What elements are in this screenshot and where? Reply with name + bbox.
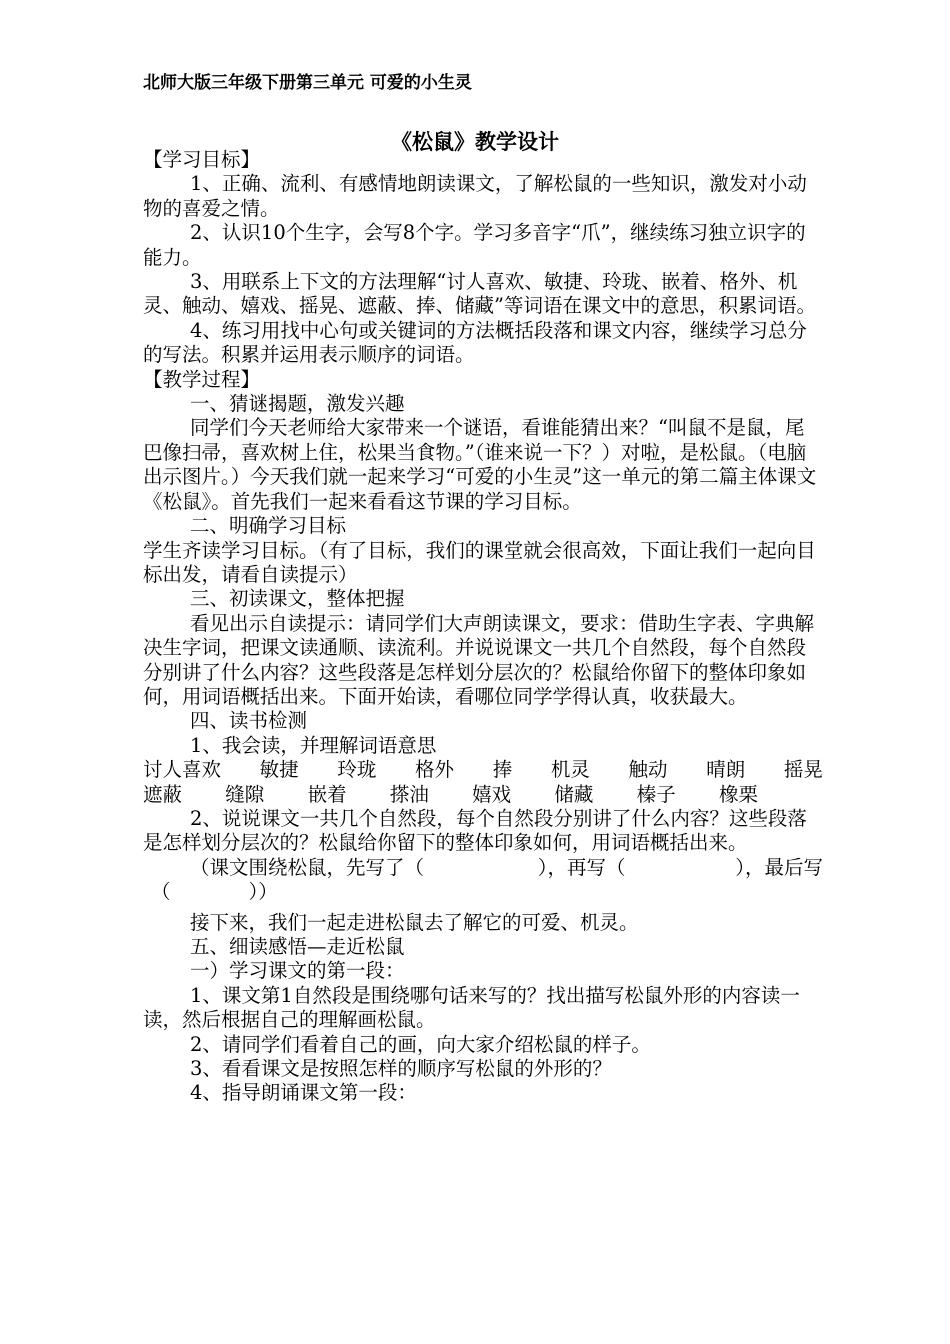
fill-in-line	[143, 880, 823, 904]
document-title: 《松鼠》教学设计	[391, 130, 559, 154]
vocab-word: 摇晃	[783, 758, 823, 782]
vocab-word: 捧	[492, 758, 513, 782]
vocab-word: 橡栗	[718, 782, 758, 806]
vocab-word: 搽油	[389, 782, 429, 806]
vocab-word: 储藏	[554, 782, 594, 806]
step-item: 2、说说课文一共几个自然段，每个自然段分别讲了什么内容？这些段落是怎样划分层次的？松鼠给你留下的整体印象如何，用词语概括出来。	[143, 806, 807, 855]
vocab-word: 嵌着	[307, 782, 347, 806]
fill-in-line	[143, 856, 823, 880]
step-title: 一、猜谜揭题，激发兴趣	[190, 392, 405, 416]
document-header: 北师大版三年级下册第三单元 可爱的小生灵	[143, 73, 472, 93]
fill-blank	[424, 856, 491, 880]
vocab-word: 格外	[415, 758, 455, 782]
vocab-word: 敏捷	[259, 758, 299, 782]
vocab-word: 触动	[628, 758, 668, 782]
step-subtitle: 一）学习课文的第一段：	[190, 959, 405, 983]
transition-text: 接下来，我们一起走进松鼠去了解它的可爱、机灵。	[190, 910, 639, 934]
step-text: 学生齐读学习目标。（有了目标，我们的课堂就会很高效，下面让我们一起向目标出发，请看自读提示）	[143, 538, 816, 586]
fill-text: ））	[248, 880, 278, 904]
vocab-word: 榛子	[636, 782, 676, 806]
step-item: 2、请同学们看着自己的画，向大家介绍松鼠的样子。	[190, 1032, 651, 1056]
step-title: 三、初读课文，整体把握	[190, 587, 405, 611]
vocab-word: 玲珑	[337, 758, 377, 782]
vocab-word: 机灵	[550, 758, 590, 782]
fill-blank	[626, 856, 689, 880]
vocab-row	[143, 783, 758, 807]
fill-text: （课文围绕松鼠，先写了（	[190, 855, 425, 879]
step-title: 四、读书检测	[190, 709, 308, 733]
vocab-word: 晴朗	[706, 758, 746, 782]
step-item: 1、我会读，并理解词语意思	[190, 733, 437, 757]
step-title: 五、细读感悟—走近松鼠	[190, 935, 405, 958]
goal-item: 1、正确、流利、有感情地朗读课文，了解松鼠的一些知识，激发对小动物的喜爱之情。	[143, 172, 807, 220]
fill-text: ），再写（	[537, 855, 626, 879]
vocab-word: 嬉戏	[472, 782, 512, 806]
goal-item: 3、用联系上下文的方法理解“讨人喜欢、敏捷、玲珑、嵌着、格外、机灵、触动、嬉戏、摇晃、遮蔽、捧、储藏”等词语在课文中的意思，积累词语。	[143, 270, 816, 318]
goal-item: 2、认识10个生字，会写8个字。学习多音字“爪”，继续练习独立识字的能力。	[143, 221, 806, 269]
step-title: 二、明确学习目标	[190, 514, 347, 538]
step-text: 同学们今天老师给大家带来一个谜语，看谁能猜出来？“叫鼠不是鼠，尾巴像扫帚，喜欢树上住，松果当食物。”（谁来说一下？）对啦，是松鼠。（电脑出示图片。）今天我们就一起来学习“可爱的小生灵”这一单元的第二篇主体课文《松鼠》。首先我们一起来看看这节课的学习目标。	[143, 416, 817, 513]
step-text: 看见出示自读提示：请同学们大声朗读课文，要求：借助生字表、字典解决生字词，把课文读通顺、读流利。并说说课文一共几个自然段，每个自然段分别讲了什么内容？这些段落是怎样划分层次的？松鼠给你留下的整体印象如何，用词语概括出来。下面开始读，看哪位同学学得认真，收获最大。	[143, 611, 815, 708]
document-body	[143, 148, 823, 1106]
vocab-word: 讨人喜欢	[143, 758, 222, 782]
vocab-word: 遮蔽	[143, 782, 183, 806]
fill-text: （	[151, 880, 171, 904]
goal-item: 4、练习用找中心句或关键词的方法概括段落和课文内容，继续学习总分的写法。积累并运用表示顺序的词语。	[143, 318, 807, 367]
step-item: 3、看看课文是按照怎样的顺序写松鼠的外形的？	[190, 1057, 612, 1081]
process-heading: 【教学过程】	[143, 367, 261, 391]
vocab-row	[143, 758, 823, 782]
goals-heading: 【学习目标】	[143, 148, 261, 171]
step-item: 4、指导朗诵课文第一段：	[190, 1081, 417, 1105]
step-item: 1、课文第1自然段是围绕哪句话来写的？找出描写松鼠外形的内容读一读，然后根据自己的理解画松鼠。	[143, 983, 800, 1032]
fill-text: ），最后写	[735, 855, 823, 879]
vocab-word: 缝隙	[225, 782, 265, 806]
